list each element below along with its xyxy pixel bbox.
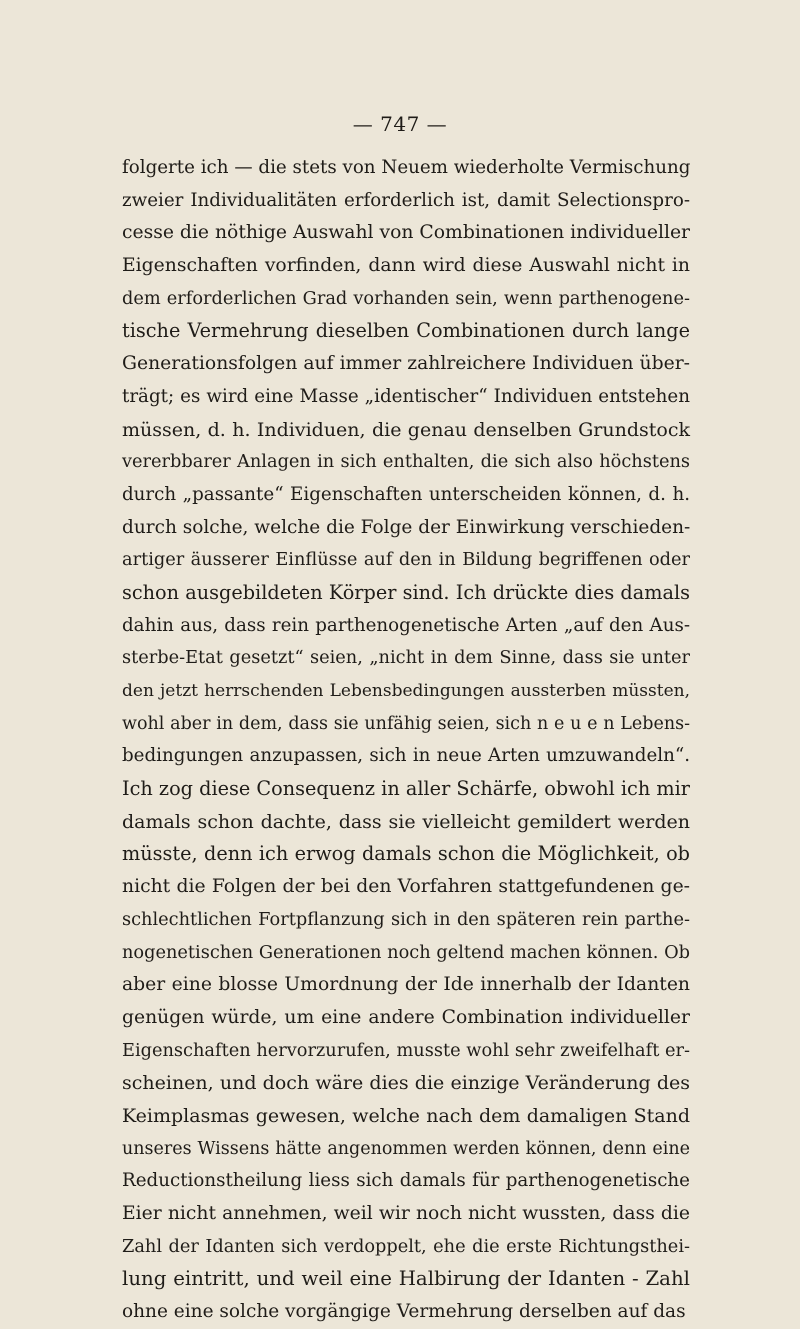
text-line: dahin aus, dass rein parthenogenetische Arten „auf den Aus- [122,614,690,636]
text-line: schon ausgebildeten Körper sind. Ich drückte dies damals [122,580,690,604]
text-line: trägt; es wird eine Masse „identischer“ Individuen entstehen [122,385,690,407]
text-line: Reductionstheilung liess sich damals für parthenogenetische [122,1170,690,1192]
text-line: Zahl der Idanten sich verdoppelt, ehe die erste Richtungsthei- [122,1236,690,1257]
text-line: zweier Individualitäten erforderlich ist, damit Selectionspro- [122,189,690,211]
text-line: Generationsfolgen auf immer zahlreichere Individuen über- [122,353,690,375]
text-line: aber eine blosse Umordnung der Ide innerhalb der Idanten [122,974,690,996]
text-line: sterbe-Etat gesetzt“ seien, „nicht in dem Sinne, dass sie unter [122,648,690,669]
text-line: unseres Wissens hätte angenommen werden können, denn eine [122,1138,690,1159]
text-line: lung eintritt, und weil eine Halbirung der Idanten - Zahl [122,1267,690,1291]
text-line: vererbbarer Anlagen in sich enthalten, die sich also höchstens [122,452,690,473]
text-line: Eigenschaften vorfinden, dann wird diese Auswahl nicht in [122,255,690,277]
text-line: müssen, d. h. Individuen, die genau denselben Grundstock [122,418,690,441]
text-line: Eigenschaften hervorzurufen, musste wohl sehr zweifelhaft er- [122,1040,690,1061]
text-line: bedingungen anzupassen, sich in neue Arten umzuwandeln“. [122,745,690,767]
text-line: scheinen, und doch wäre dies die einzige Veränderung des [122,1072,690,1095]
text-line: nogenetischen Generationen noch geltend machen können. Ob [122,942,690,963]
text-line: nicht die Folgen der bei den Vorfahren stattgefundenen ge- [122,876,690,898]
text-line: artiger äusserer Einflüsse auf den in Bildung begriffenen oder [122,550,690,571]
text-line: Eier nicht annehmen, weil wir noch nicht wussten, dass die [122,1203,690,1224]
text-line: genügen würde, um eine andere Combination individueller [122,1006,690,1028]
text-line: müsste, denn ich erwog damals schon die Möglichkeit, ob [122,842,690,866]
text-line: cesse die nöthige Auswahl von Combinationen individueller [122,222,690,244]
text-line: schlechtlichen Fortpflanzung sich in den späteren rein parthe- [122,909,690,930]
text-line: durch solche, welche die Folge der Einwirkung verschieden- [122,516,691,538]
text-line: Keimplasmas gewesen, welche nach dem damaligen Stand [122,1104,690,1127]
text-line: durch „passante“ Eigenschaften unterscheiden können, d. h. [122,483,690,505]
text-line: tische Vermehrung dieselben Combinationen durch lange [122,319,690,343]
text-line: den jetzt herrschenden Lebensbedingungen aussterben müssten, [122,681,690,701]
text-line: folgerte ich — die stets von Neuem wiederholte Vermischung [122,157,691,178]
text-line: ohne eine solche vorgängige Vermehrung derselben auf das [122,1301,686,1323]
page-number: — 747 — [352,112,448,136]
body-text [122,152,690,1329]
text-line: damals schon dachte, dass sie vielleicht gemildert werden [122,810,690,833]
text-line: dem erforderlichen Grad vorhanden sein, wenn parthenogene- [122,288,690,309]
text-line: wohl aber in dem, dass sie unfähig seien, sich n e u e n Lebens- [122,713,690,734]
text-line: Ich zog diese Consequenz in aller Schärfe, obwohl ich mir [122,777,690,801]
